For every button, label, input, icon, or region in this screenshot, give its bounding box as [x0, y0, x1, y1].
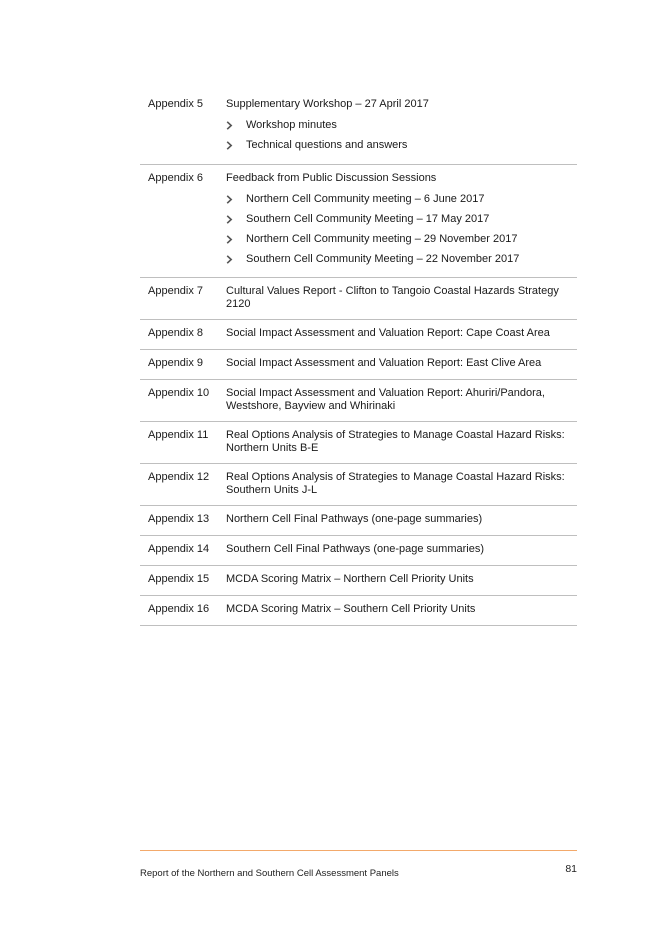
appendix-label: Appendix 9 — [148, 357, 204, 369]
appendix-title: Social Impact Assessment and Valuation Report: Cape Coast Area — [226, 327, 550, 339]
appendix-title: Real Options Analysis of Strategies to Manage Coastal Hazard Risks: Southern Units J-L — [226, 471, 565, 496]
chevron-right-icon — [226, 121, 246, 130]
appendix-title: Real Options Analysis of Strategies to Manage Coastal Hazard Risks: Northern Units B-E — [226, 429, 565, 454]
page-number: 81 — [565, 863, 577, 875]
sub-list-item — [226, 116, 569, 136]
footer-report-title: Report of the Northern and Southern Cell Assessment Panels — [140, 868, 399, 879]
chevron-right-icon — [226, 255, 246, 264]
appendix-label: Appendix 11 — [148, 429, 209, 441]
chevron-right-icon — [226, 141, 246, 150]
appendix-row — [140, 278, 577, 320]
appendix-label: Appendix 6 — [148, 171, 204, 184]
chevron-right-icon — [226, 215, 246, 224]
appendix-title: Feedback from Public Discussion Sessions — [226, 171, 437, 184]
appendix-row — [140, 320, 577, 350]
appendix-title: MCDA Scoring Matrix – Southern Cell Priority Units — [226, 603, 476, 615]
chevron-right-icon — [226, 195, 246, 204]
appendix-title: Supplementary Workshop – 27 April 2017 — [226, 98, 429, 110]
sub-list-item-text: Southern Cell Community Meeting – 17 May 2017 — [246, 212, 490, 225]
appendix-row — [140, 91, 577, 165]
appendix-title: Northern Cell Final Pathways (one-page summaries) — [226, 513, 483, 525]
appendix-label: Appendix 15 — [148, 573, 210, 585]
sub-list-item — [226, 136, 569, 156]
appendix-row — [140, 536, 577, 566]
appendix-sub-list — [226, 116, 569, 156]
appendix-title: MCDA Scoring Matrix – Northern Cell Priority Units — [226, 573, 474, 585]
appendix-row — [140, 506, 577, 536]
sub-list-item — [226, 249, 569, 269]
appendix-label: Appendix 10 — [148, 387, 210, 399]
sub-list-item-text: Northern Cell Community meeting – 6 June 2017 — [246, 192, 485, 205]
sub-list-item-text: Northern Cell Community meeting – 29 November 2017 — [246, 232, 518, 245]
appendix-title: Southern Cell Final Pathways (one-page summaries) — [226, 543, 485, 555]
footer-divider — [140, 850, 577, 851]
appendix-title: Cultural Values Report - Clifton to Tangoio Coastal Hazards Strategy 2120 — [226, 285, 559, 310]
appendix-label: Appendix 5 — [148, 98, 204, 110]
appendix-row — [140, 422, 577, 464]
sub-list-item-text: Workshop minutes — [246, 119, 337, 132]
sub-list-item — [226, 229, 569, 249]
appendix-label: Appendix 16 — [148, 603, 210, 615]
appendix-row — [140, 165, 577, 279]
appendix-label: Appendix 13 — [148, 513, 210, 525]
appendix-row — [140, 596, 577, 626]
appendix-sub-list — [226, 189, 569, 269]
appendix-label: Appendix 7 — [148, 285, 204, 297]
appendix-row — [140, 350, 577, 380]
appendix-description — [226, 98, 577, 156]
appendix-description — [226, 172, 577, 270]
appendix-label: Appendix 8 — [148, 327, 204, 339]
appendix-title: Social Impact Assessment and Valuation Report: East Clive Area — [226, 357, 542, 369]
appendix-table — [140, 91, 577, 626]
sub-list-item — [226, 209, 569, 229]
appendix-row — [140, 380, 577, 422]
appendix-label: Appendix 14 — [148, 543, 210, 555]
chevron-right-icon — [226, 235, 246, 244]
appendix-row — [140, 566, 577, 596]
appendix-row — [140, 464, 577, 506]
appendix-label: Appendix 12 — [148, 471, 210, 483]
sub-list-item — [226, 189, 569, 209]
sub-list-item-text: Technical questions and answers — [246, 139, 408, 152]
sub-list-item-text: Southern Cell Community Meeting – 22 November 2017 — [246, 252, 520, 265]
appendix-title: Social Impact Assessment and Valuation Report: Ahuriri/Pandora, Westshore, Bayview and Whirinaki — [226, 387, 545, 412]
